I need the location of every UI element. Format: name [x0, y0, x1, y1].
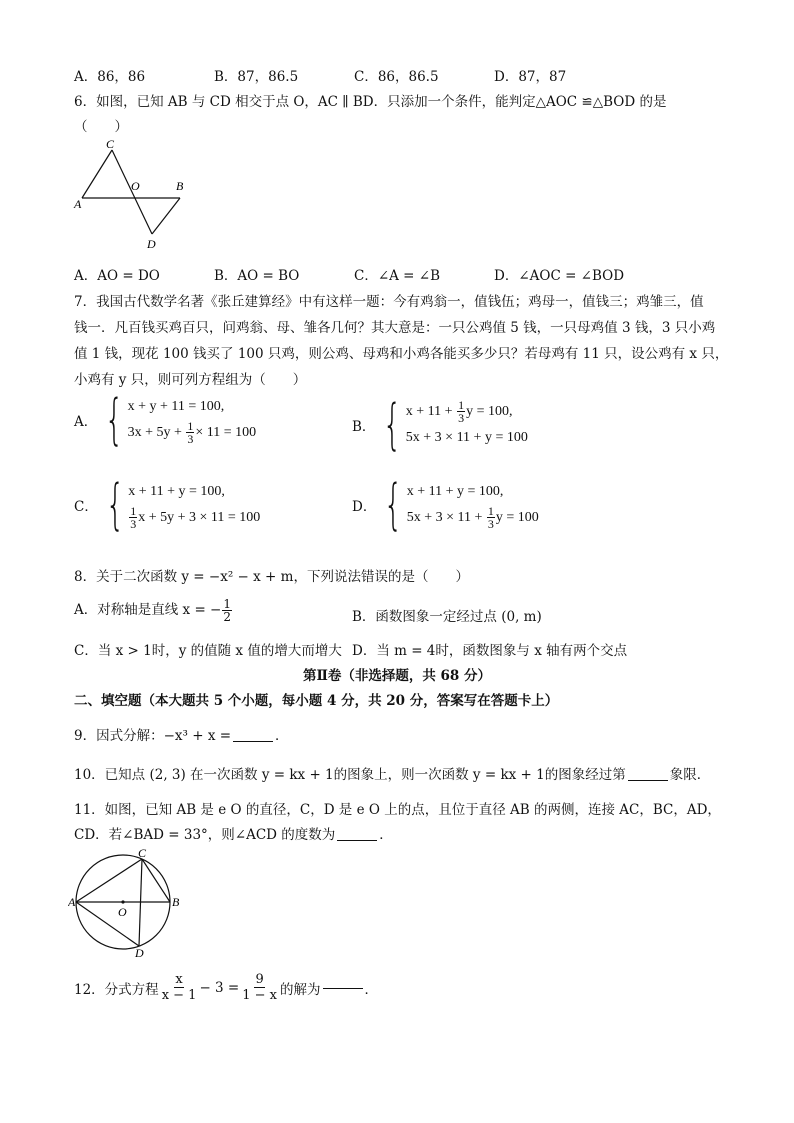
q11-label-a: A [68, 895, 76, 909]
q6-answer-paren: （ ） [74, 119, 128, 135]
q11-label-d: D [135, 946, 144, 960]
q7-b-eq2: 5x + 3 × 11 + y = 100 [405, 430, 528, 445]
q5-option-d: D．87，87 [494, 69, 567, 85]
q9-question: 9．因式分解：−x³ + x = ． [74, 728, 289, 744]
q7-c-eq1: x + 11 + y = 100, [128, 484, 225, 499]
q8-option-a: A．对称轴是直线 x = − $\frac{1}{2}$ [74, 597, 232, 624]
q6-option-d: D．∠AOC = ∠BOD [494, 268, 625, 284]
q6-question: 6．如图，已知 AB 与 CD 相交于点 O，AC ∥ BD．只添加一个条件，能判定△AOC ≌△BOD 的是 [74, 94, 667, 110]
part2-title: 第Ⅱ卷（非选择题，共 68 分） [302, 668, 492, 684]
q7-option-b: B． { x + 11 + $\frac{1}{3}$ y = 100, 5x + 3 × 11 + y = 100 [352, 393, 528, 456]
q7-c-eq2: $\frac{1}{3}$ x + 5y + 3 × 11 = 100 [130, 504, 261, 532]
q11-label-b: B [172, 895, 180, 909]
q6-label-o: O [131, 179, 140, 193]
q11-line-2: CD．若∠BAD = 33°，则∠ACD 的度数为 ． [74, 827, 393, 843]
q7-line-4: 小鸡有 y 只，则可列方程组为（ ） [74, 372, 307, 388]
q7-option-c: C． { x + 11 + y = 100, $\frac{1}{3}$ x + 5y + 3 × 11 = 100 [74, 473, 261, 536]
q8-option-b: B．函数图象一定经过点 (0, m) [352, 609, 542, 625]
q7-option-d: D． { x + 11 + y = 100, 5x + 3 × 11 + $\frac{1}{3}$ y = 100 [352, 473, 539, 536]
q12-question: 12．分式方程 $\frac{x}{x - 1}$ − 3 = $\frac{9}{1 - x}$ 的解为 ． [74, 972, 379, 1003]
q7-d-eq2: 5x + 3 × 11 + $\frac{1}{3}$ y = 100 [406, 504, 539, 532]
q6-option-b: B．AO = BO [214, 268, 300, 284]
q7-label-c: C． [74, 499, 98, 515]
q7-label-b: B． [352, 419, 376, 435]
q9-blank [233, 740, 273, 742]
q5-option-c: C．86，86.5 [354, 69, 439, 85]
q11-figure [68, 845, 188, 960]
q6-figure [70, 138, 200, 258]
q6-label-a: A [74, 197, 82, 211]
q7-label-a: A． [74, 414, 98, 430]
q5-option-a: A．86，86 [74, 69, 146, 85]
q7-label-d: D． [352, 499, 377, 515]
q7-d-eq1: x + 11 + y = 100, [406, 484, 504, 499]
q7-line-3: 值 1 钱，现花 100 钱买了 100 只鸡，则公鸡、母鸡和小鸡各能买多少只？若母鸡有 11 只，设公鸡有 x 只， [74, 346, 729, 362]
q7-b-eq1: x + 11 + $\frac{1}{3}$ y = 100, [405, 398, 513, 426]
q6-label-d: D [147, 237, 156, 251]
section-heading: 二、填空题（本大题共 5 个小题，每小题 4 分，共 20 分，答案写在答题卡上） [74, 693, 559, 709]
q8-option-c: C．当 x > 1时，y 的值随 x 值的增大而增大 [74, 643, 342, 659]
q7-option-a: A． { x + y + 11 = 100, 3x + 5y + $\frac{1}{3}$ × 11 = 100 [74, 388, 257, 451]
q6-option-c: C．∠A = ∠B [354, 268, 441, 284]
q8-option-d: D．当 m = 4时，函数图象与 x 轴有两个交点 [352, 643, 628, 659]
q6-option-a: A．AO = DO [74, 268, 160, 284]
q8-question: 8．关于二次函数 y = −x² − x + m，下列说法错误的是（ ） [74, 569, 469, 585]
q6-label-c: C [106, 138, 115, 151]
q5-option-b: B．87，86.5 [214, 69, 299, 85]
q11-label-o: O [118, 905, 127, 919]
q7-a-eq1: x + y + 11 = 100, [127, 399, 225, 414]
q10-question: 10．已知点 (2, 3) 在一次函数 y = kx + 1的图象上，则一次函数 y = kx + 1的图象经过第 象限． [74, 767, 711, 783]
q11-label-c: C [138, 846, 147, 860]
q11-line-1: 11．如图，已知 AB 是 e O 的直径，C，D 是 e O 上的点，且位于直径 AB 的两侧，连接 AC，BC，AD， [74, 802, 721, 818]
q7-a-eq2: 3x + 5y + $\frac{1}{3}$ × 11 = 100 [127, 419, 257, 447]
q12-blank [323, 987, 363, 989]
q6-label-b: B [176, 179, 184, 193]
q7-line-2: 钱一．凡百钱买鸡百只，问鸡翁、母、雏各几何？其大意是：一只公鸡值 5 钱，一只母鸡值 3 钱，3 只小鸡 [74, 320, 716, 336]
q11-blank [337, 839, 377, 841]
q10-blank [628, 779, 668, 781]
q7-line-1: 7．我国古代数学名著《张丘建算经》中有这样一题：今有鸡翁一，值钱伍；鸡母一，值钱三；鸡雏三，值 [74, 294, 704, 310]
